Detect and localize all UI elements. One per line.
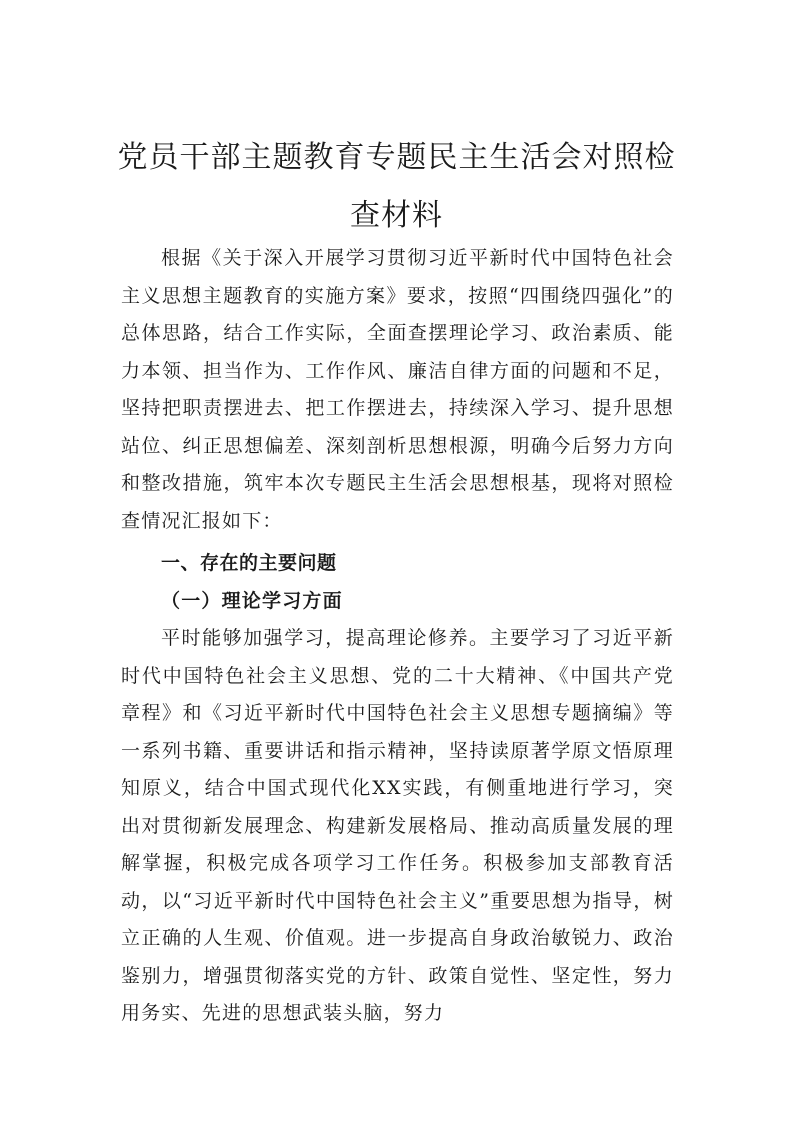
section-heading: 一、存在的主要问题 xyxy=(161,552,337,574)
document-title-line-2: 查材料 xyxy=(350,198,443,233)
body-paragraph: 平时能够加强学习，提高理论修养。主要学习了习近平新时代中国特色社会主义思想、党的二十大精神、《中国共产党章程》和《习近平新时代中国特色社会主义思想专题摘编》等一系列书籍、重要讲话和指示精神，坚持读原著学原文悟原理知原义，结合中国式现代化XX实践，有侧重地进行学习，突出对贯彻新发展理念、构建新发展格局、推动高质量发展的理解掌握，积极完成各项学习工作任务。积极参加支部教育活动，以“习近平新时代中国特色社会主义”重要思想为指导，树立正确的人生观、价值观。进一步提高自身政治敏锐力、政治鉴别力，增强贯彻落实党的方针、政策自觉性、坚定性，努力用务实、先进的思想武装头脑，努力 xyxy=(121,627,674,1024)
document-title-line-1: 党员干部主题教育专题民主生活会对照检 xyxy=(117,140,676,175)
intro-paragraph: 根据《关于深入开展学习贯彻习近平新时代中国特色社会主义思想主题教育的实施方案》要求，按照“四围绕四强化”的总体思路，结合工作实际，全面查摆理论学习、政治素质、能力本领、担当作为、工作作风、廉洁自律方面的问题和不足，坚持把职责摆进去、把工作摆进去，持续深入学习、提升思想站位、纠正思想偏差、深刻剖析思想根源，明确今后努力方向和整改措施，筑牢本次专题民主生活会思想根基，现将对照检查情况汇报如下： xyxy=(121,247,674,532)
subsection-heading: （一）理论学习方面 xyxy=(161,590,343,612)
